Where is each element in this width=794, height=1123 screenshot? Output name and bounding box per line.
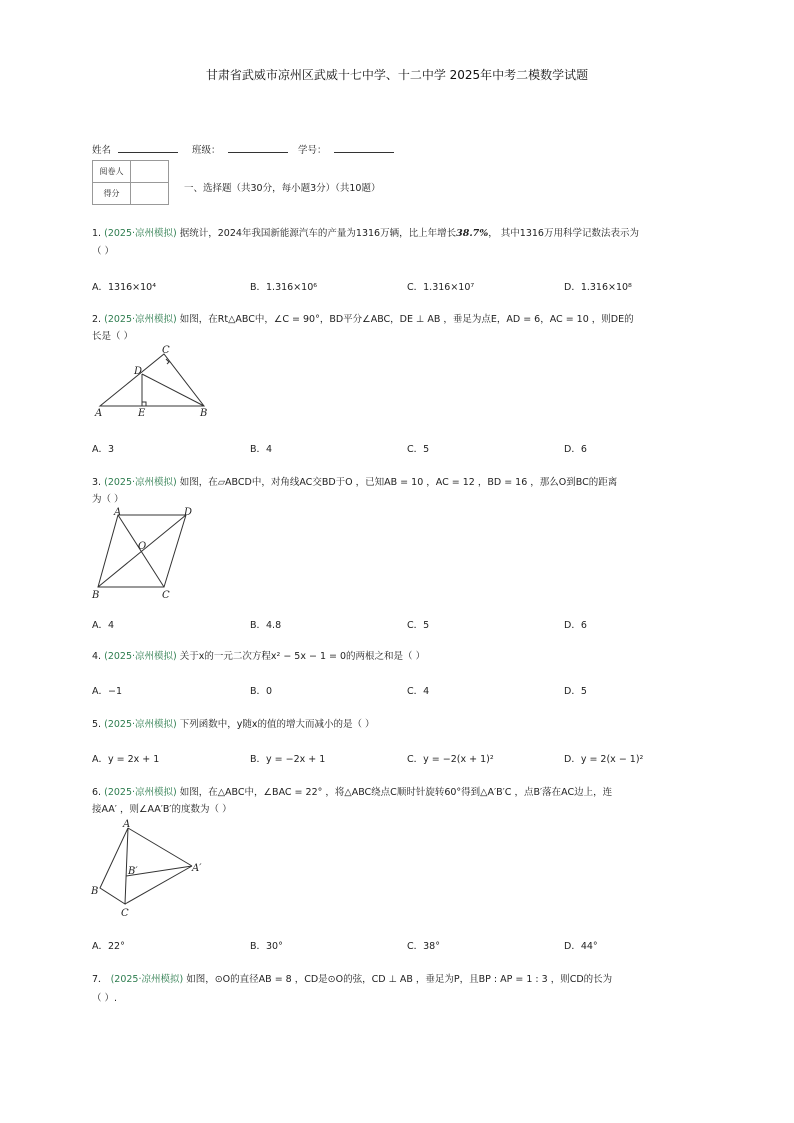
option-b[interactable]: B．y = −2x + 1 [250, 754, 326, 765]
segment-bd [142, 374, 204, 406]
question-7 [92, 971, 612, 988]
question-2 [92, 311, 634, 328]
question-math: 38.7% [456, 228, 489, 239]
question-3 [92, 474, 617, 491]
question-number: 5. [92, 719, 102, 730]
reviewer-label: 阅卷人 [93, 161, 131, 183]
label-c: C [121, 908, 129, 919]
label-b: B [92, 590, 100, 601]
score-label: 得分 [93, 183, 131, 205]
question-number: 7． [92, 974, 108, 985]
option-c[interactable]: C．1.316×10⁷ [407, 282, 475, 293]
question-text: 如图，在Rt△ABC中，∠C = 90°，BD平分∠ABC，DE ⊥ AB ，垂足为点E，AD = 6，AC = 10 ，则DE的 [179, 314, 634, 325]
option-a[interactable]: A．4 [92, 620, 115, 631]
option-d[interactable]: D．6 [564, 444, 587, 455]
question-source: (2025·凉州模拟) [104, 719, 177, 730]
label-b: B [91, 886, 99, 897]
question-text: 下列函数中，y随x的值的增大而减小的是（ ） [179, 719, 375, 730]
question-1-line2: （ ） [92, 246, 115, 257]
name-field [92, 142, 178, 156]
option-d[interactable]: D．6 [564, 620, 587, 631]
page-title: 甘肃省武威市凉州区武威十七中学、十二中学 2025年中考二模数学试题 [205, 68, 589, 82]
option-d[interactable]: D．5 [564, 686, 587, 697]
id-label: 学号： [298, 145, 327, 156]
id-field [298, 142, 394, 156]
option-b[interactable]: B．4.8 [250, 620, 282, 631]
parallelogram-figure-q3 [90, 505, 200, 601]
option-d[interactable]: D．y = 2(x − 1)² [564, 754, 644, 765]
right-angle-mark-e [142, 402, 146, 406]
segment-aa1 [128, 828, 192, 866]
score-cell [131, 183, 169, 205]
question-text: ， 其中1316万用科学记数法表示为 [488, 228, 639, 239]
question-number: 1. [92, 228, 102, 239]
option-b[interactable]: B．1.316×10⁶ [250, 282, 318, 293]
score-table [92, 160, 169, 205]
label-a: A [95, 408, 103, 419]
question-source: (2025·凉州模拟) [104, 228, 177, 239]
label-e: E [138, 408, 146, 419]
option-b[interactable]: B．4 [250, 444, 273, 455]
reviewer-cell [131, 161, 169, 183]
option-a[interactable]: A．−1 [92, 686, 123, 697]
question-source: (2025·凉州模拟) [104, 651, 177, 662]
option-b[interactable]: B．0 [250, 686, 273, 697]
option-a[interactable]: A．22° [92, 941, 125, 952]
label-d: D [134, 366, 143, 377]
question-2-line2: 长是（ ） [92, 331, 134, 342]
question-3-line2: 为（ ） [92, 494, 124, 505]
question-text: 据统计，2024年我国新能源汽车的产量为1316万辆，比上年增长 [179, 228, 457, 239]
name-label: 姓名 [92, 145, 112, 156]
id-blank[interactable] [334, 143, 394, 153]
question-text: 如图，在▱ABCD中，对角线AC交BD于O ，已知AB = 10 ，AC = 12 ，BD = 16 ，那么O到BC的距离 [179, 477, 618, 488]
option-c[interactable]: C．5 [407, 444, 430, 455]
option-b[interactable]: B．30° [250, 941, 283, 952]
label-a-prime: A′ [192, 863, 202, 874]
question-4 [92, 648, 425, 665]
question-text: 如图，在△ABC中，∠BAC = 22° ，将△ABC绕点C顺时针旋转60°得到△A′B′C ，点B′落在AC边上，连 [179, 787, 613, 798]
label-o: O [138, 541, 147, 552]
option-c[interactable]: C．4 [407, 686, 430, 697]
option-a[interactable]: A．3 [92, 444, 115, 455]
class-blank[interactable] [228, 143, 288, 153]
question-number: 2. [92, 314, 102, 325]
question-5 [92, 716, 375, 733]
label-d: D [184, 507, 193, 518]
question-6 [92, 784, 612, 801]
label-c: C [162, 345, 170, 356]
triangle-abc [100, 828, 128, 904]
label-c: C [162, 590, 170, 601]
option-c[interactable]: C．38° [407, 941, 440, 952]
option-d[interactable]: D．44° [564, 941, 598, 952]
option-c[interactable]: C．y = −2(x + 1)² [407, 754, 494, 765]
name-blank[interactable] [118, 143, 178, 153]
question-number: 3. [92, 477, 102, 488]
option-a[interactable]: A．1316×10⁴ [92, 282, 157, 293]
question-6-line2: 接AA′ ，则∠AA′B′的度数为（ ） [92, 804, 232, 815]
label-a: A [114, 507, 122, 518]
triangle-figure-q6 [88, 816, 208, 922]
label-b: B [200, 408, 208, 419]
question-source: (2025·凉州模拟) [104, 787, 177, 798]
question-source: (2025·凉州模拟) [104, 314, 177, 325]
question-text: 关于x的一元二次方程x² − 5x − 1 = 0的两根之和是（ ） [179, 651, 426, 662]
option-a[interactable]: A．y = 2x + 1 [92, 754, 160, 765]
class-label: 班级： [192, 145, 221, 156]
section-heading: 一、选择题（共30分，每小题3分）（共10题） [184, 183, 381, 194]
option-c[interactable]: C．5 [407, 620, 430, 631]
class-field [192, 142, 288, 156]
label-b-prime: B′ [128, 866, 138, 877]
question-1 [92, 225, 639, 242]
question-source: (2025·凉州模拟) [110, 974, 184, 985]
question-7-line2: （ ）. [92, 993, 118, 1004]
question-number: 4. [92, 651, 102, 662]
question-number: 6. [92, 787, 102, 798]
triangle-figure-q2 [92, 344, 217, 420]
option-d[interactable]: D．1.316×10⁸ [564, 282, 632, 293]
label-a: A [123, 819, 131, 830]
question-source: (2025·凉州模拟) [104, 477, 177, 488]
question-text: 如图，⊙O的直径AB = 8 ，CD是⊙O的弦，CD ⊥ AB ，垂足为P，且BP : AP = 1 : 3 ，则CD的长为 [186, 974, 613, 985]
